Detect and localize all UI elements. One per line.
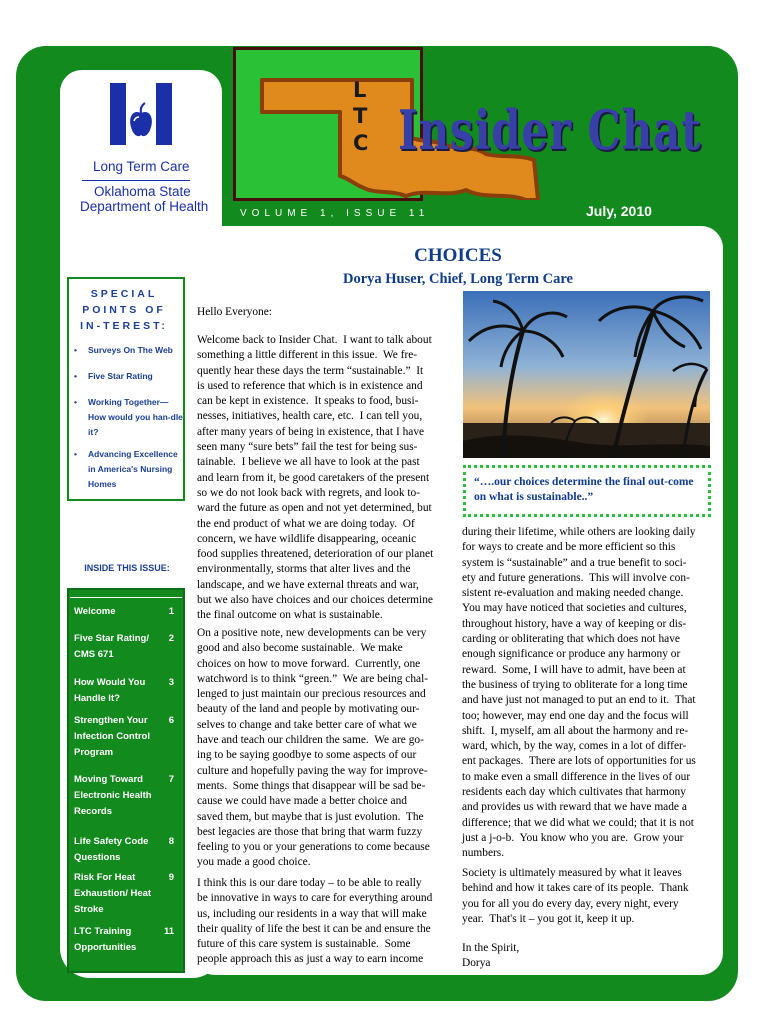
paragraph-1: Welcome back to Insider Chat. I want to talk about something a little different in this issue. We fre- quently hear these days the term “sustainable.” It is used to reference that which is in existence and can be kept in existence. It speaks to food, busi- nesses, initiatives, health care, etc. I can tell you, after many years of being in existence, that I have seen many “sure bets” fail the test for being sus- tainable. I believe we all have to look at the past and learn from it, be good caretakers of the present so we do not look back with regrets, and look to- ward the future as open and not yet determined, but the end product of what we are doing today. Of concern, we have wildlife disappearing, oceanic food supplies threatened, deterioration of our planet environmentally, storms that alter lives and the landscape, and we have external threats and war, but we also have choices and our choices determine the final outcome on what is sustainable. [197,334,434,622]
bullet-icon: • [74,371,77,381]
paragraph-4: during their lifetime, while others are looking daily for ways to create and be more efficient so this system is “sustainable” and a true benefit to soci- ety and future generations. This will involve con- sistent re-evaluation and making needed change. You may have noticed that societies and cultures, throughout history, have a way of keeping or dis- carding or obliterating that which does not have enough significance or produce any harmony or reward. Some, I will have to admit, have been at the business of trying to obliterate for a long time and have just not managed to put an end to it. That too; however, may end one day and the focus will shift. I, myself, am all about the harmony and re- ward, which, by the way, comes in a lot of differ- ent packages. There are lots of opportunities for us to make even a small difference in the lives of our residents each day which cultivates that harmony and provides us with reward that we have made a difference; that we did what we could; that it is not just a j-o-b. You know who you are. Grow your numbers. [462,526,696,860]
article-title: CHOICES [414,245,502,266]
banner-letter-c: C [353,131,369,155]
toc-item-handle-it[interactable]: How Would You Handle It? 3 [74,677,174,704]
bullet-icon: • [74,449,77,459]
toc-item-training[interactable]: LTC Training Opportunities 11 [74,926,174,953]
greeting: Hello Everyone: [197,306,272,318]
poi-item: • Five Star Rating [74,369,184,384]
toc-item-ehr[interactable]: Moving Toward Electronic Health Records 7 [74,774,174,817]
points-of-interest-title: SPECIAL POINTS OF IN-TEREST: [80,288,168,332]
toc-item-welcome[interactable]: Welcome 1 [74,606,174,617]
paragraph-3: I think this is our dare today – to be able to really be innovative in ways to care for everything around us, including our residents in a way that will make their quality of life the best it can be and ensure the future of this care system is sustainable. Some people approach this as just a way to earn income [197,877,433,966]
toc-item-five-star[interactable]: Five Star Rating/ CMS 671 2 [74,633,174,660]
pull-quote: “….our choices determine the final out-come on what is sustainable..” [474,476,694,503]
poi-item: • Working Together—How would you han-dle it? [74,397,183,437]
sunset-palm-photo [463,291,710,458]
toc-item-life-safety[interactable]: Life Safety Code Questions 8 [74,836,174,863]
apple-h-logo-icon [110,83,172,145]
newsletter-title: Insider Chat [398,98,702,162]
logo-divider [82,180,190,181]
paragraph-2: On a positive note, new developments can be very good and also become sustainable. We make choices on how to move forward. Currently, one watchword is to think “green.” We are being chal- lenged to just maintain our precious resources and beauty of the land and people by motivating our- selves to change and take better care of what we have and teach our children the same. We are go- ing to be saying goodbye to some aspects of our culture and hopefully paving the way for improve- ments. Some things that disappear will be sad be- cause we could have made a better choice and saved them, but maybe that is just evolution. The best legacies are those that bring that warm fuzzy feeling to you or your generations to come because you made a good choice. [197,627,430,869]
poi-item: • Surveys On The Web [74,343,184,358]
article-byline: Dorya Huser, Chief, Long Term Care [343,271,573,287]
agency-line-3: Department of Health [80,199,209,214]
bullet-icon: • [74,397,77,407]
volume-issue: VOLUME 1, ISSUE 11 [240,208,430,219]
bullet-icon: • [74,345,77,355]
toc-item-infection-control[interactable]: Strengthen Your Infection Control Program 6 [74,715,174,758]
paragraph-5: Society is ultimately measured by what it leaves behind and how it takes care of its people. Thank you for all you do every day, every night, every year. That's it – you got it, keep it up. [462,867,689,925]
agency-line-2: Oklahoma State [94,184,191,199]
issue-date: July, 2010 [586,203,652,219]
poi-item: • Advancing Excellence in America's Nursing Homes [74,449,178,489]
toc-item-heat[interactable]: Risk For Heat Exhaustion/ Heat Stroke 9 [74,872,174,915]
inside-this-issue-title: INSIDE THIS ISSUE: [84,563,170,573]
agency-line-1: Long Term Care [93,159,190,174]
divider [70,597,182,598]
banner-letter-t: T [353,104,368,128]
banner-letter-l: L [353,78,367,102]
signoff: In the Spirit, Dorya [462,942,520,970]
